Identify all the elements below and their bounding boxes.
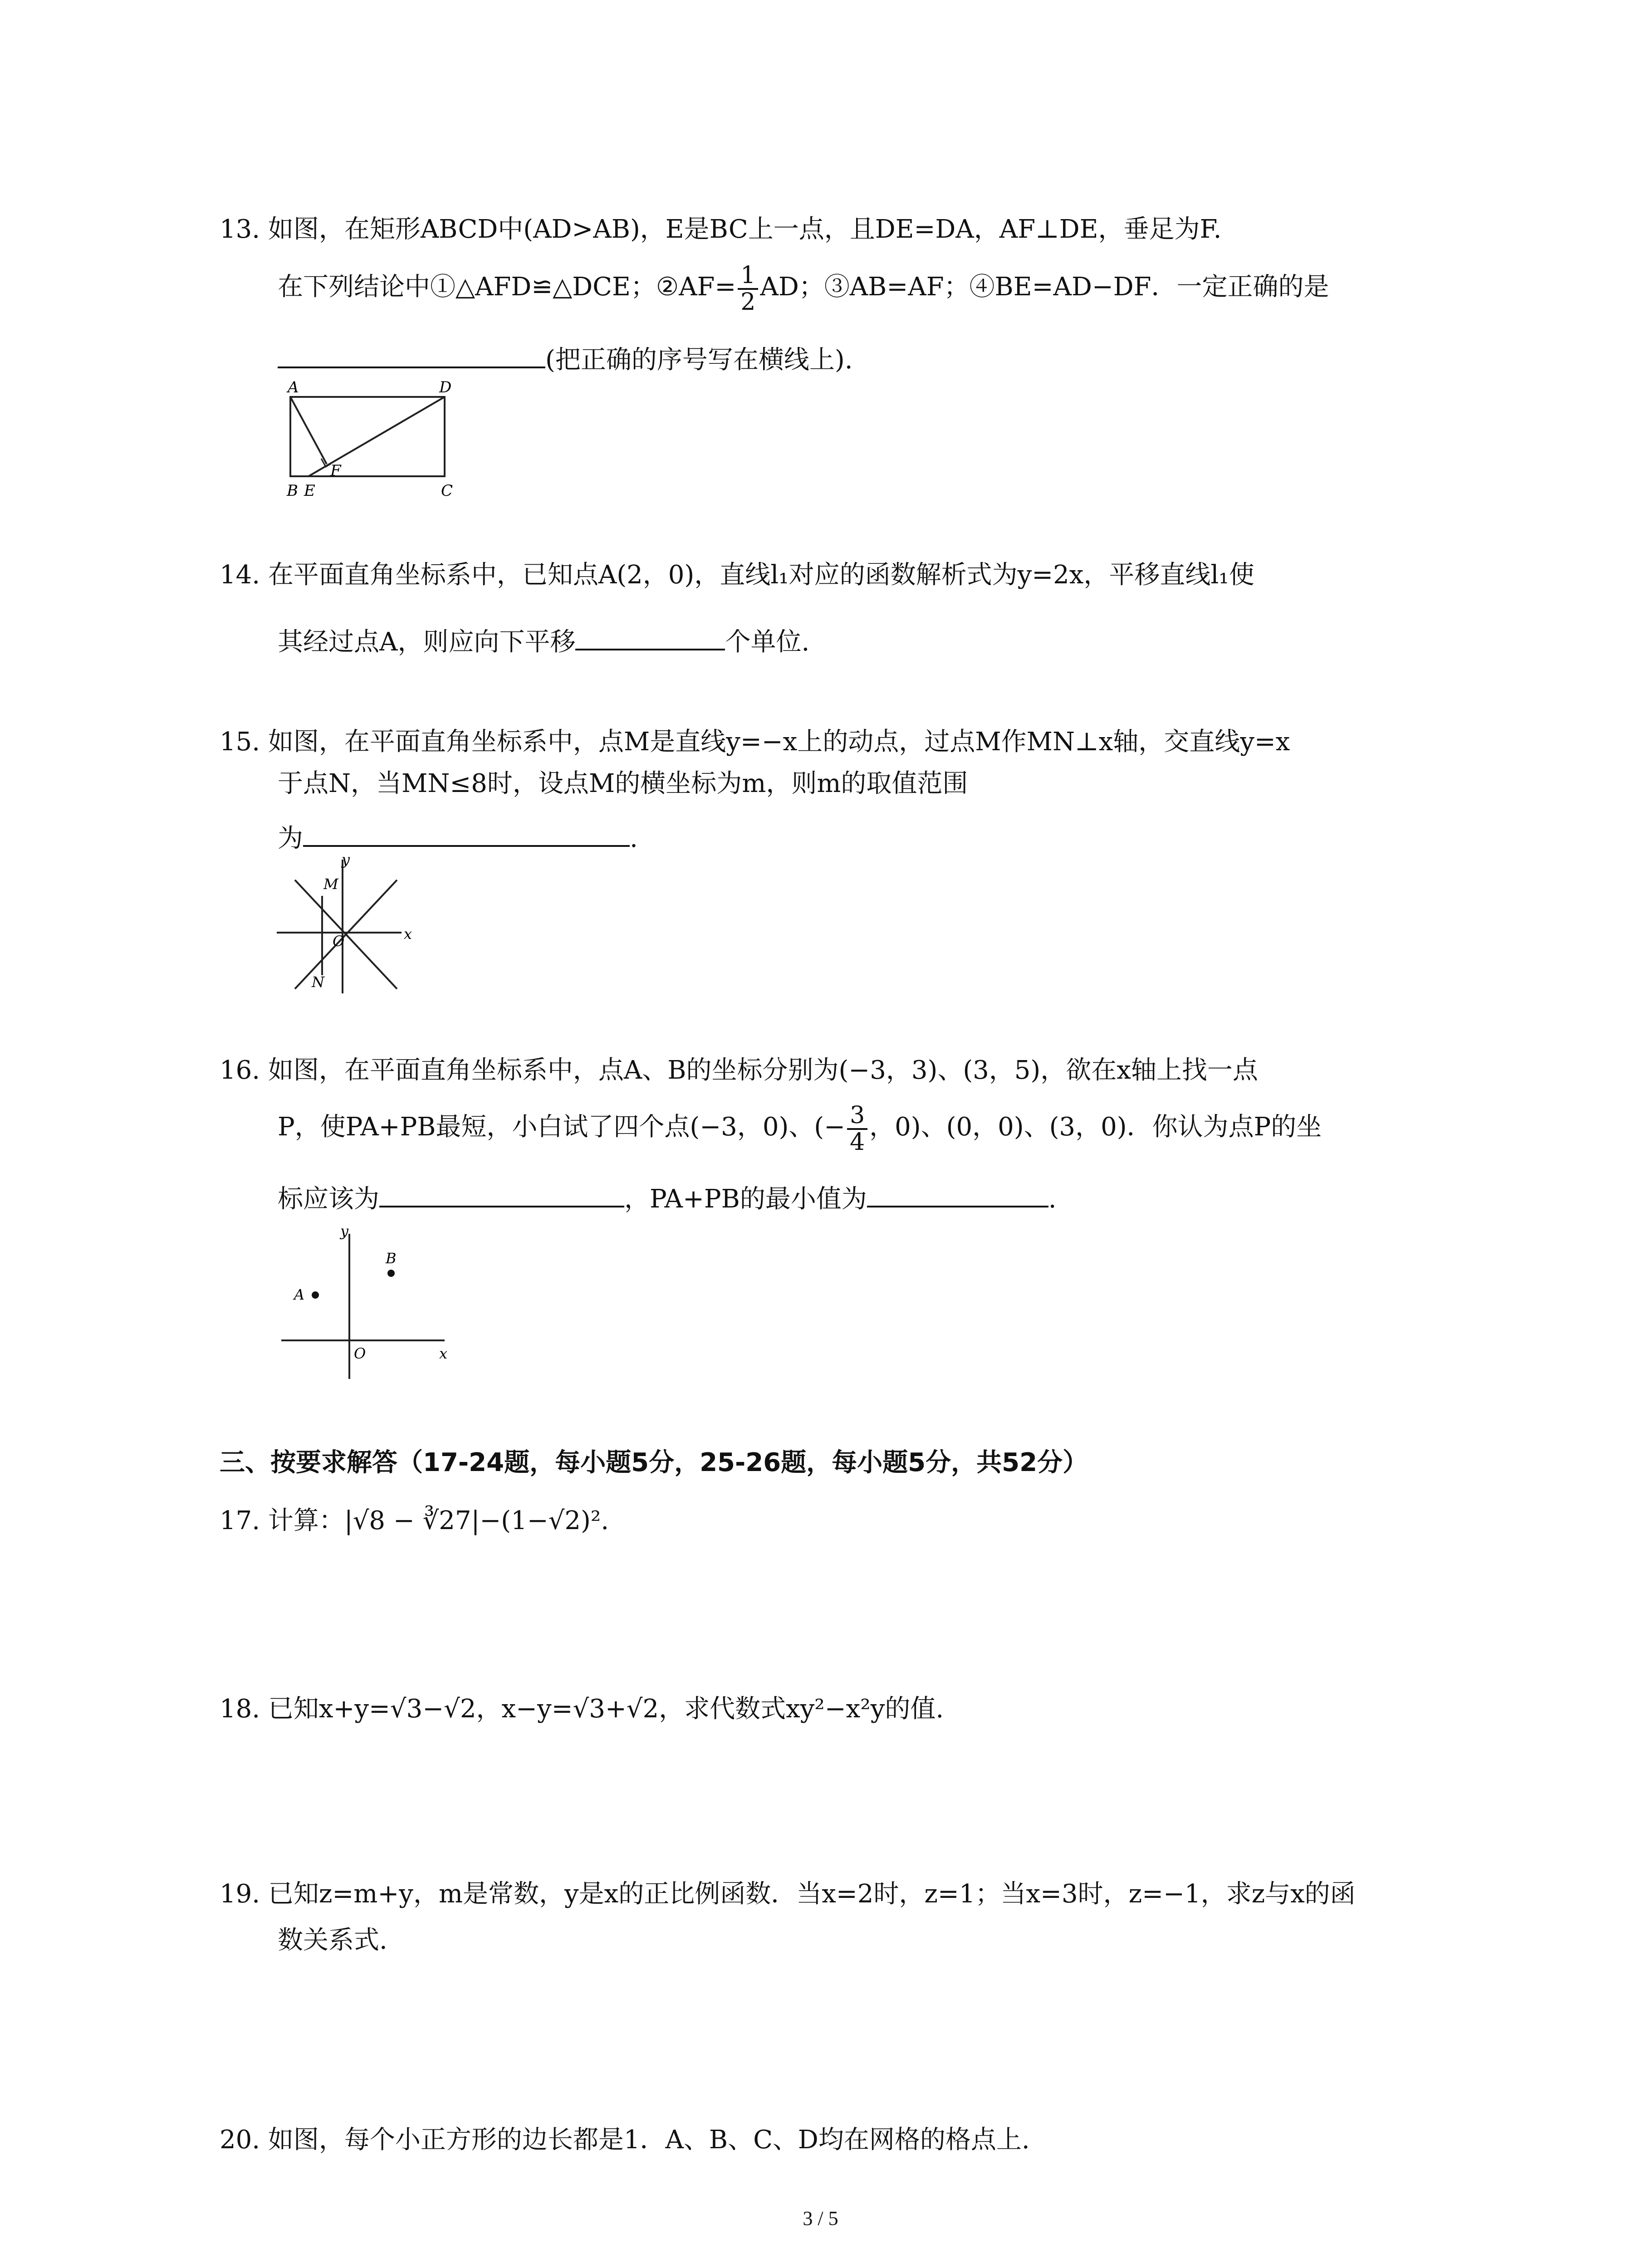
q16-point-a xyxy=(312,1291,319,1299)
q13-label-e: E xyxy=(304,482,315,500)
q15-line3 xyxy=(278,823,638,851)
q13-frac-den: 2 xyxy=(740,288,756,316)
q13-frac-num: 1 xyxy=(738,263,758,290)
q15-label-o: O xyxy=(333,933,345,950)
q14-line2-post: 个单位. xyxy=(725,627,810,657)
q13-label-a: A xyxy=(288,379,299,396)
section-heading: 三、按要求解答（17-24题，每小题5分，25-26题，每小题5分，共52分） xyxy=(220,1448,1088,1477)
q13-line3 xyxy=(278,345,853,373)
q16-coord-blank[interactable] xyxy=(379,1184,624,1207)
q20: 20. 如图，每个小正方形的边长都是1．A、B、C、D均在网格的格点上. xyxy=(220,2125,1030,2155)
q17: 17. 计算：|√8 − ∛27|−(1−√2)². xyxy=(220,1506,609,1535)
page-number: 3 / 5 xyxy=(803,2207,838,2229)
q16-label-x: x xyxy=(439,1345,448,1362)
q13-line2-pre: 在下列结论中①△AFD≌△DCE；②AF= xyxy=(278,272,736,302)
q19-line1: 19. 已知z=m+y，m是常数，y是x的正比例函数．当x=2时，z=1；当x=3时，z=−1，求z与x的函 xyxy=(220,1879,1356,1909)
q13-figure xyxy=(272,379,463,503)
q16-line3-pre: 标应该为 xyxy=(278,1184,379,1214)
q13-line2-post: AD；③AB=AF；④BE=AD−DF．一定正确的是 xyxy=(760,272,1329,302)
q15-line2: 于点N，当MN≤8时，设点M的横坐标为m，则m的取值范围 xyxy=(278,769,968,798)
q13-fraction xyxy=(738,263,758,314)
q16-line3 xyxy=(278,1184,1057,1212)
q15-line3-post: . xyxy=(630,824,638,853)
q15-line1: 15. 如图，在平面直角坐标系中，点M是直线y=−x上的动点，过点M作MN⊥x轴，交直线y=x xyxy=(220,727,1290,757)
q16-frac-num: 3 xyxy=(847,1103,867,1130)
q16-frac-den: 4 xyxy=(850,1128,865,1156)
q16-point-b xyxy=(387,1270,395,1277)
q15-label-y: y xyxy=(342,853,350,868)
q16-line2-post: ，0)、(0，0)、(3，0)．你认为点P的坐 xyxy=(869,1112,1322,1142)
q16-fraction xyxy=(847,1103,867,1154)
q16-line1: 16. 如图，在平面直角坐标系中，点A、B的坐标分别为(−3，3)、(3，5)，欲在x轴上找一点 xyxy=(220,1056,1258,1085)
q16-figure xyxy=(272,1222,463,1386)
q16-line2 xyxy=(278,1103,1322,1154)
q16-line2-pre: P，使PA+PB最短，小白试了四个点(−3，0)、(− xyxy=(278,1112,846,1142)
q13-label-d: D xyxy=(439,379,452,396)
q15-label-m: M xyxy=(323,875,338,893)
q13-line1: 13. 如图，在矩形ABCD中(AD>AB)，E是BC上一点，且DE=DA，AF⊥DE，垂足为F. xyxy=(220,215,1222,244)
q14-line2-pre: 其经过点A，则应向下平移 xyxy=(278,627,576,657)
q15-figure xyxy=(274,853,424,998)
q19-line2: 数关系式. xyxy=(278,1926,387,1955)
segment-af xyxy=(290,397,327,464)
q16-line3-post: . xyxy=(1048,1184,1057,1214)
q16-label-b: B xyxy=(386,1250,397,1267)
q18: 18. 已知x+y=√3−√2，x−y=√3+√2，求代数式xy²−x²y的值. xyxy=(220,1694,944,1724)
q16-line3-mid: ，PA+PB的最小值为 xyxy=(624,1184,867,1214)
rectangle-abcd xyxy=(290,397,445,476)
q13-label-f: F xyxy=(330,462,341,480)
q13-line2 xyxy=(278,263,1329,314)
q13-label-c: C xyxy=(441,482,453,500)
q13-line3-text: (把正确的序号写在横线上). xyxy=(545,345,853,375)
q14-line1: 14. 在平面直角坐标系中，已知点A(2，0)，直线l₁对应的函数解析式为y=2x，平移直线l₁使 xyxy=(220,560,1254,590)
q15-line3-pre: 为 xyxy=(278,824,303,853)
q15-label-x: x xyxy=(404,925,412,943)
q14-answer-blank[interactable] xyxy=(575,627,725,650)
q13-answer-blank[interactable] xyxy=(278,345,545,368)
q13-label-b: B xyxy=(287,482,298,500)
q16-minvalue-blank[interactable] xyxy=(867,1184,1048,1207)
q14-line2 xyxy=(278,627,809,655)
q15-label-n: N xyxy=(312,973,324,991)
q16-label-o: O xyxy=(354,1345,366,1362)
q16-label-a: A xyxy=(294,1286,305,1303)
q15-answer-blank[interactable] xyxy=(303,823,630,847)
q16-label-y: y xyxy=(340,1222,349,1240)
